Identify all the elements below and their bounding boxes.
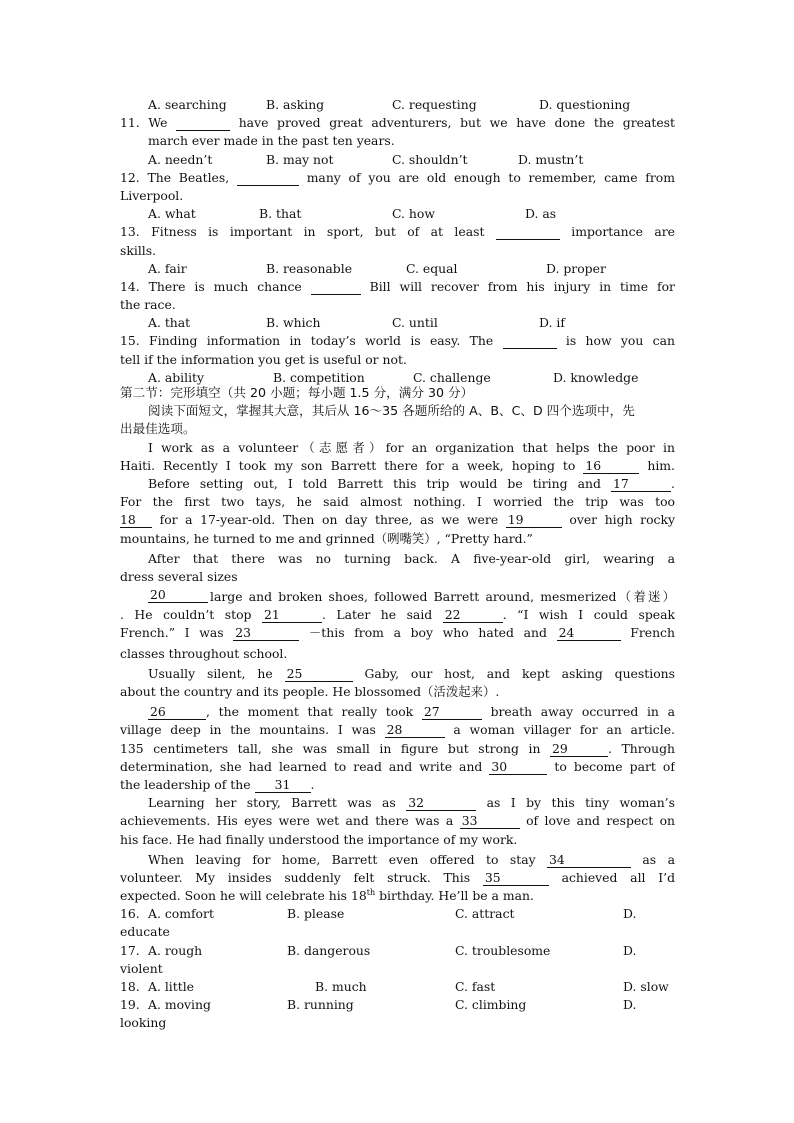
passage-line: 26 , the moment that really took 27 breath away occurred in a [150, 704, 675, 720]
blank-24: 24 [557, 626, 621, 641]
q17-option-c: C. troublesome [455, 942, 551, 958]
q10-option-a: A. searching [148, 97, 227, 112]
passage-line: determination, she had learned to read and write and 30 to become part of [120, 758, 675, 774]
passage-line: Haiti. Recently I took my son Barrett there for a week, hoping to 16 him. [120, 457, 675, 473]
q12-option-d: D. as [525, 206, 557, 222]
passage-line: French.” I was 23 －this from a boy who hated and 24 French [120, 625, 675, 641]
q15-option-b: B. competition [273, 369, 365, 385]
q12-option-b: B. that [259, 206, 302, 222]
passage-line: his face. He had finally understood the importance of my work. [120, 831, 518, 847]
q16-options: 16. A. comfort B. please C. attract D. [120, 905, 675, 923]
q17-option-d-cont: violent [120, 960, 163, 976]
q14-option-b: B. which [266, 315, 321, 331]
q16-option-d: D. [623, 906, 637, 922]
passage-line: classes throughout school. [120, 645, 288, 661]
q12-option-c: C. how [392, 206, 435, 222]
q14-option-d: D. if [539, 315, 565, 331]
q13-stem: 13. Fitness is important in sport, but of at least importance are [120, 224, 675, 240]
passage-line: achievements. His eyes were wet and there was a 33 of love and respect on [120, 813, 675, 829]
blank-25: 25 [285, 667, 353, 682]
q19-option-d-cont: looking [120, 1015, 167, 1031]
blank-21: 21 [262, 608, 322, 623]
passage-line: the leadership of the 31 . [120, 776, 315, 792]
q19-option-c: C. climbing [455, 997, 527, 1013]
q16-option-b: B. please [287, 906, 345, 922]
q14-stem-line2: the race. [120, 297, 176, 313]
blank-28: 28 [385, 723, 445, 738]
blank-19: 19 [506, 513, 562, 528]
passage-line: I work as a volunteer（志愿者）for an organization that helps the poor in [148, 439, 675, 455]
q17-options: 17. A. rough B. dangerous C. troublesome D. [120, 942, 675, 960]
q11-option-a: A. needn’t [148, 151, 213, 167]
passage-line: After that there was no turning back. A five-year-old girl, wearing a [148, 550, 675, 566]
q19-option-a: A. moving [148, 997, 211, 1013]
passage-line: expected. Soon he will celebrate his 18th birthday. He’ll be a man. [120, 887, 534, 904]
q19-options: 19. A. moving B. running C. climbing D. [120, 996, 675, 1014]
blank-17: 17 [611, 477, 671, 492]
blank-22: 22 [443, 608, 503, 623]
q13-stem-line2: skills. [120, 242, 157, 258]
q11-option-c: C. shouldn’t [392, 151, 468, 167]
q17-option-a: A. rough [148, 942, 203, 958]
q16-option-a: A. comfort [148, 906, 214, 922]
passage-line: When leaving for home, Barrett even offered to stay 34 as a [148, 851, 675, 867]
q11-option-d: D. mustn’t [518, 151, 584, 167]
blank-35: 35 [483, 871, 549, 886]
blank-29: 29 [550, 742, 608, 757]
q17-option-d: D. [623, 942, 637, 958]
passage-line: . He couldn’t stop 21 . Later he said 22 . “I wish I could speak [120, 607, 675, 623]
blank-23: 23 [233, 626, 299, 641]
q16-option-c: C. attract [455, 906, 515, 922]
section-instruction-cont: 出最佳选项。 [120, 421, 196, 437]
passage-line: 18 for a 17-year-old. Then on day three, as we were 19 over high rocky [120, 512, 675, 528]
q15-option-d: D. knowledge [553, 369, 639, 385]
passage-line: Before setting out, I told Barrett this trip would be tiring and 17 . [148, 475, 675, 491]
passage-line: about the country and its people. He blossomed（活泼起来）. [120, 684, 500, 699]
q13-blank [496, 225, 560, 240]
q12-stem-line2: Liverpool. [120, 187, 184, 203]
q11-options [120, 151, 675, 169]
q13-option-c: C. equal [406, 260, 458, 276]
q12-options [120, 205, 675, 223]
passage-line: 135 centimeters tall, she was small in figure but strong in 29 . Through [120, 740, 675, 756]
q11-stem: 11. We have proved great adventurers, but we have done the greatest [120, 115, 675, 131]
q12-blank [237, 171, 299, 186]
blank-27: 27 [422, 705, 482, 720]
exam-page [120, 96, 675, 1033]
blank-26: 26 [148, 705, 206, 720]
passage-line: village deep in the mountains. I was 28 a woman villager for an article. [120, 722, 675, 738]
passage-line: dress several sizes [120, 568, 238, 584]
q14-blank [311, 280, 361, 295]
blank-20: 20 [148, 588, 208, 603]
q11-blank [176, 116, 230, 131]
section-instruction: 阅读下面短文，掌握其大意，其后从 16～35 各题所给的 A、B、C、D 四个选项中，先 [148, 403, 635, 419]
passage-line: Learning her story, Barrett was as 32 as I by this tiny woman’s [148, 795, 675, 811]
q13-option-d: D. proper [546, 260, 606, 276]
blank-16: 16 [583, 459, 639, 474]
q14-stem: 14. There is much chance Bill will recover from his injury in time for [120, 278, 675, 294]
passage-line: For the first two tays, he said almost nothing. I worried the trip was too [120, 494, 675, 510]
q10-option-b: B. asking [266, 97, 325, 112]
q15-stem-line2: tell if the information you get is useful or not. [120, 351, 407, 367]
passage-line: 20 large and broken shoes, followed Barrett around, mesmerized（着迷） [150, 588, 675, 605]
q18-option-b: B. much [315, 979, 367, 994]
q14-option-c: C. until [392, 315, 438, 331]
q18-option-d: D. slow [623, 979, 669, 994]
q13-option-a: A. fair [148, 260, 187, 276]
q17-option-b: B. dangerous [287, 942, 371, 958]
section-heading: 第二节：完形填空（共 20 小题；每小题 1.5 分，满分 30 分） [120, 385, 474, 400]
q15-option-a: A. ability [148, 369, 205, 385]
q18-options: 18. A. little B. much C. fast D. slow [120, 978, 675, 996]
q12-option-a: A. what [148, 206, 196, 222]
blank-18: 18 [120, 513, 152, 528]
q10-option-d: D. questioning [539, 97, 631, 112]
q11-option-b: B. may not [266, 151, 334, 167]
q15-stem: 15. Finding information in today’s world is easy. The is how you can [120, 333, 675, 349]
q10-option-c: C. requesting [392, 97, 477, 112]
q19-option-d: D. [623, 997, 637, 1013]
passage-line: volunteer. My insides suddenly felt struck. This 35 achieved all I’d [120, 869, 675, 885]
q18-option-a: A. little [148, 979, 195, 994]
q15-blank [503, 334, 557, 349]
q15-option-c: C. challenge [413, 369, 491, 385]
q10-options [120, 96, 675, 114]
passage-line: mountains, he turned to me and grinned（咧嘴笑）, “Pretty hard.” [120, 530, 533, 546]
q14-options [120, 314, 675, 332]
q18-option-c: C. fast [455, 979, 496, 994]
q13-options [120, 260, 675, 278]
q13-option-b: B. reasonable [266, 260, 353, 276]
q16-option-d-cont: educate [120, 924, 170, 940]
blank-32: 32 [406, 796, 476, 811]
blank-34: 34 [547, 853, 631, 868]
blank-30: 30 [489, 760, 547, 775]
blank-31: 31 [255, 778, 311, 793]
passage-line: Usually silent, he 25 Gaby, our host, and kept asking questions [148, 665, 675, 681]
q12-stem: 12. The Beatles, many of you are old enough to remember, came from [120, 169, 675, 185]
q19-option-b: B. running [287, 997, 354, 1013]
blank-33: 33 [460, 814, 520, 829]
q14-option-a: A. that [148, 315, 191, 331]
q11-stem-line2: march ever made in the past ten years. [148, 133, 395, 149]
